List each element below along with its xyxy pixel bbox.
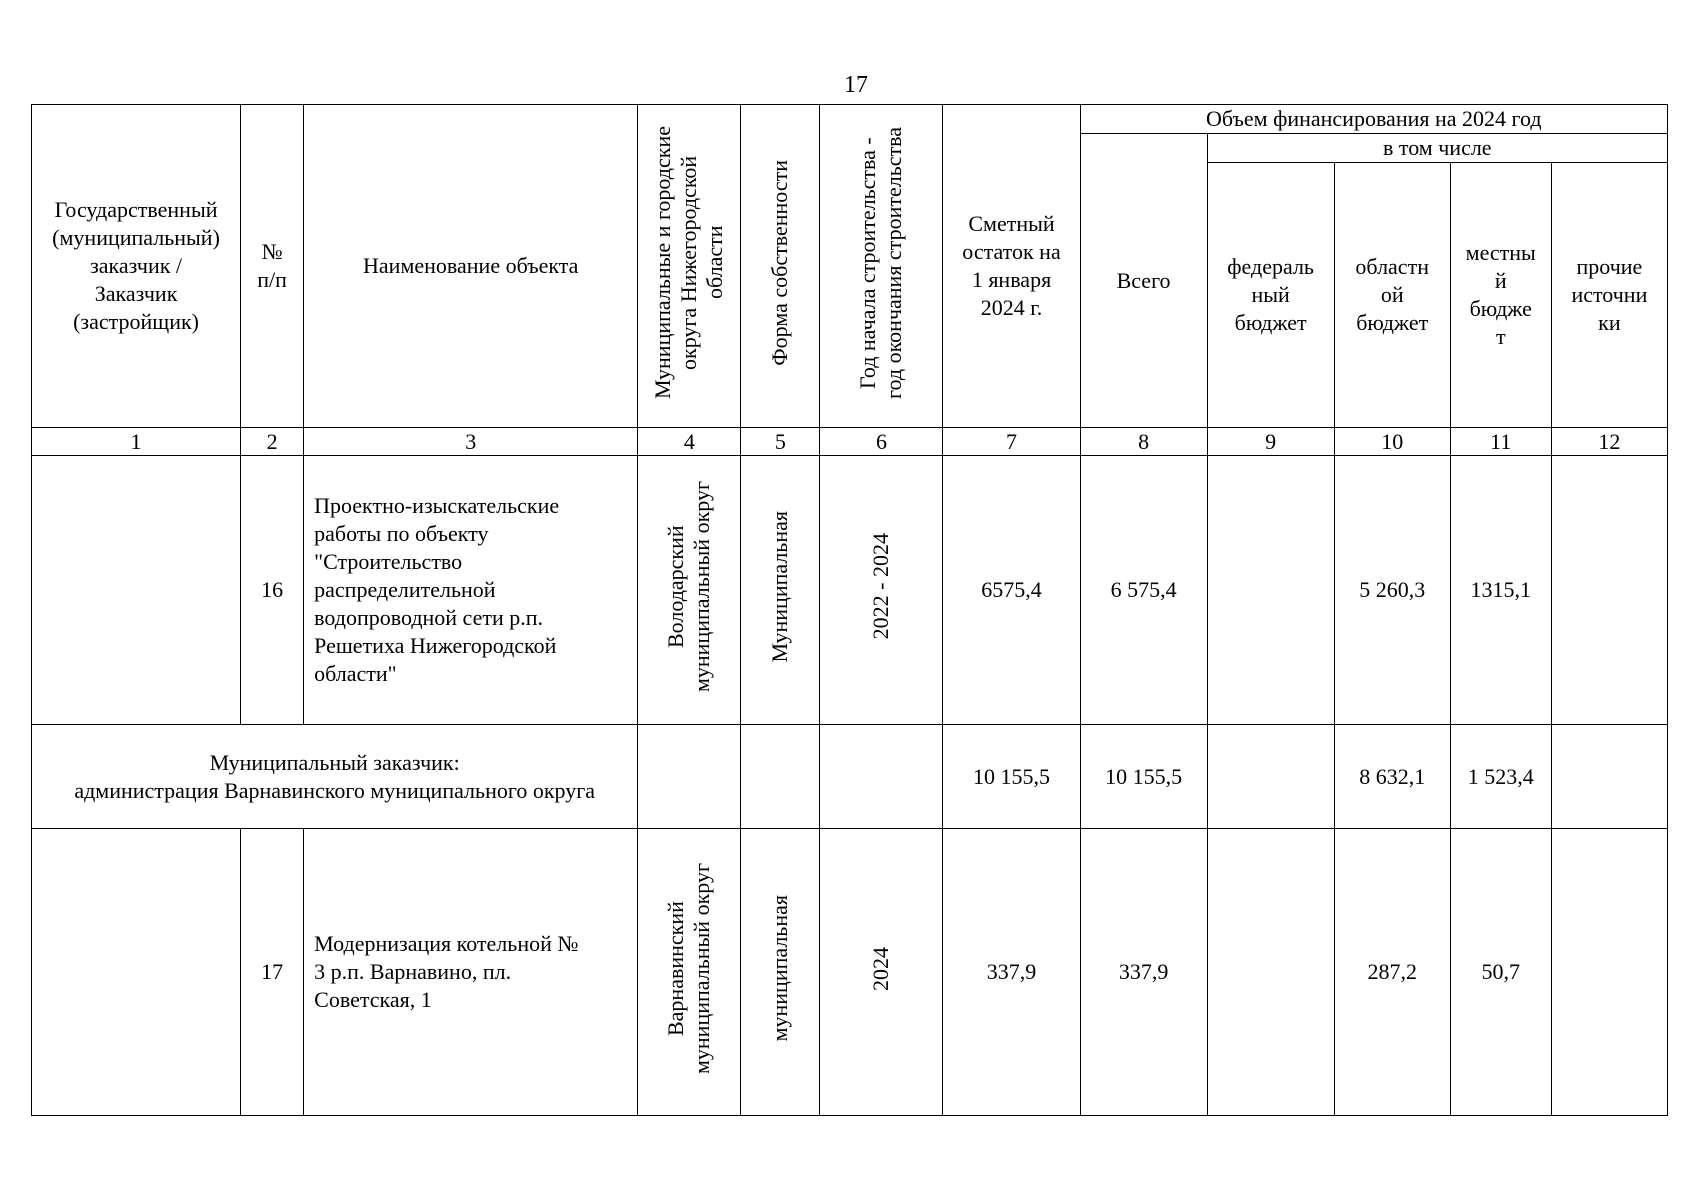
ownership: муниципальная (741, 829, 820, 1116)
federal-budget (1207, 456, 1334, 725)
regional-budget: 287,2 (1334, 829, 1450, 1116)
customer-cell (32, 829, 241, 1116)
customer-cell (32, 456, 241, 725)
column-number: 7 (943, 428, 1080, 456)
column-number: 8 (1080, 428, 1207, 456)
years: 2024 (820, 829, 943, 1116)
row-number: 17 (241, 829, 304, 1116)
local-budget: 50,7 (1450, 829, 1551, 1116)
other-sources (1551, 456, 1667, 725)
subtotal-empty (820, 725, 943, 829)
estimated-balance: 337,9 (943, 829, 1080, 1116)
column-number: 12 (1551, 428, 1667, 456)
column-number-row (32, 428, 1668, 456)
header-districts: Муниципальные и городские округа Нижегородской области (638, 105, 741, 428)
page-number: 17 (844, 72, 868, 98)
table-row (32, 829, 1668, 1116)
total: 337,9 (1080, 829, 1207, 1116)
subtotal-balance: 10 155,5 (943, 725, 1080, 829)
header-local: местны й бюдже т (1450, 163, 1551, 428)
subtotal-empty (741, 725, 820, 829)
column-number: 5 (741, 428, 820, 456)
column-number: 4 (638, 428, 741, 456)
column-number: 2 (241, 428, 304, 456)
estimated-balance: 6575,4 (943, 456, 1080, 725)
object-name: Проектно-изыскательские работы по объекту "Строительство распределительной водопроводной сети р.п. Решетиха Нижегородской области" (304, 456, 638, 725)
header-ownership: Форма собственности (741, 105, 820, 428)
federal-budget (1207, 829, 1334, 1116)
header-estimated-balance: Сметный остаток на 1 января 2024 г. (943, 105, 1080, 428)
header-object-name: Наименование объекта (304, 105, 638, 428)
header-financing-volume: Объем финансирования на 2024 год (1080, 105, 1667, 134)
total: 6 575,4 (1080, 456, 1207, 725)
column-number: 1 (32, 428, 241, 456)
header-including: в том числе (1207, 134, 1667, 163)
header-customer: Государственный (муниципальный) заказчик / Заказчик (застройщик) (32, 105, 241, 428)
district: Варнавинский муниципальный округ (638, 829, 741, 1116)
financing-table (31, 104, 1668, 1116)
subtotal-row (32, 725, 1668, 829)
row-number: 16 (241, 456, 304, 725)
other-sources (1551, 829, 1667, 1116)
column-number: 11 (1450, 428, 1551, 456)
header-other: прочие источни ки (1551, 163, 1667, 428)
regional-budget: 5 260,3 (1334, 456, 1450, 725)
years: 2022 - 2024 (820, 456, 943, 725)
column-number: 9 (1207, 428, 1334, 456)
header-federal: федераль ный бюджет (1207, 163, 1334, 428)
subtotal-federal (1207, 725, 1334, 829)
header-years: Год начала строительства - год окончания строительства (820, 105, 943, 428)
header-total: Всего (1080, 134, 1207, 428)
subtotal-total: 10 155,5 (1080, 725, 1207, 829)
column-number: 6 (820, 428, 943, 456)
local-budget: 1315,1 (1450, 456, 1551, 725)
subtotal-regional: 8 632,1 (1334, 725, 1450, 829)
object-name: Модернизация котельной № 3 р.п. Варнавино, пл. Советская, 1 (304, 829, 638, 1116)
district: Володарский муниципальный округ (638, 456, 741, 725)
subtotal-other (1551, 725, 1667, 829)
table-row (32, 456, 1668, 725)
ownership: Муниципальная (741, 456, 820, 725)
header-regional: областн ой бюджет (1334, 163, 1450, 428)
subtotal-label: Муниципальный заказчик: администрация Варнавинского муниципального округа (32, 725, 638, 829)
subtotal-empty (638, 725, 741, 829)
column-number: 10 (1334, 428, 1450, 456)
subtotal-local: 1 523,4 (1450, 725, 1551, 829)
header-number: № п/п (241, 105, 304, 428)
column-number: 3 (304, 428, 638, 456)
